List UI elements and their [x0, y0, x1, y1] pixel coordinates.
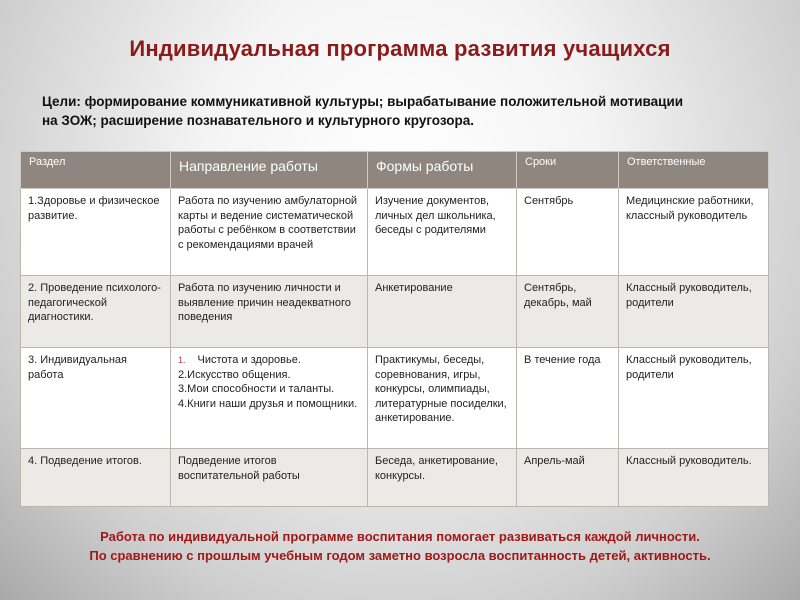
cell-direction: Работа по изучению амбулаторной карты и ведение систематической работы с ребёнком в соответствии с рекомендациями врачей — [171, 189, 368, 276]
list-item: 2.Искусство общения. — [178, 368, 291, 381]
cell-section: 4. Подведение итогов. — [21, 449, 171, 507]
list-item: 3.Мои способности и таланты. — [178, 383, 335, 395]
goals-line-1: Цели: формирование коммуникативной культуры; вырабатывание положительной мотивации — [42, 94, 684, 109]
table-row — [21, 276, 769, 348]
cell-responsible: Медицинские работники, классный руководитель — [619, 189, 769, 276]
cell-responsible: Классный руководитель, родители — [619, 348, 769, 449]
cell-terms: Сентябрь, декабрь, май — [517, 276, 619, 348]
cell-section: 2. Проведение психолого-педагогической диагностики. — [21, 276, 171, 348]
list-number: 1. — [178, 355, 186, 365]
table-row — [21, 449, 769, 507]
cell-terms: Сентябрь — [517, 189, 619, 276]
cell-responsible: Классный руководитель, родители — [619, 276, 769, 348]
cell-responsible: Классный руководитель. — [619, 449, 769, 507]
list-item: 4.Книги наши друзья и помощники. — [178, 397, 358, 410]
cell-forms: Беседа, анкетирование, конкурсы. — [368, 449, 517, 507]
list-item: 1. Чистота и здоровье. — [178, 354, 301, 366]
footer-line-1: Работа по индивидуальной программе воспитания помогает развиваться каждой личности. — [100, 529, 700, 544]
table-header-row — [21, 152, 769, 189]
table-row — [21, 189, 769, 276]
cell-forms: Практикумы, беседы, соревнования, игры, конкурсы, олимпиады, литературные посиделки, анкетирование. — [368, 348, 517, 449]
cell-terms: В течение года — [517, 348, 619, 449]
header-responsible: Ответственные — [619, 152, 769, 189]
cell-forms: Анкетирование — [368, 276, 517, 348]
cell-direction: Работа по изучению личности и выявление причин неадекватного поведения — [171, 276, 368, 348]
table-row — [21, 348, 769, 449]
header-terms: Сроки — [517, 152, 619, 189]
cell-section: 1.Здоровье и физическое развитие. — [21, 189, 171, 276]
page-title: Индивидуальная программа развития учащихся — [129, 36, 671, 61]
header-forms: Формы работы — [368, 152, 517, 189]
header-section: Раздел — [21, 152, 171, 189]
goals-text — [42, 92, 762, 130]
direction-list — [178, 353, 360, 411]
footer-line-2: По сравнению с прошлым учебным годом заметно возросла воспитанность детей, активность. — [89, 548, 711, 563]
footer-text — [0, 527, 800, 565]
goals-line-2: на ЗОЖ; расширение познавательного и культурного кругозора. — [42, 113, 474, 128]
program-table — [20, 151, 769, 507]
cell-direction — [171, 348, 368, 449]
header-direction: Направление работы — [171, 152, 368, 189]
cell-direction: Подведение итогов воспитательной работы — [171, 449, 368, 507]
cell-forms: Изучение документов, личных дел школьника, беседы с родителями — [368, 189, 517, 276]
cell-section: 3. Индивидуальная работа — [21, 348, 171, 449]
cell-terms: Апрель-май — [517, 449, 619, 507]
